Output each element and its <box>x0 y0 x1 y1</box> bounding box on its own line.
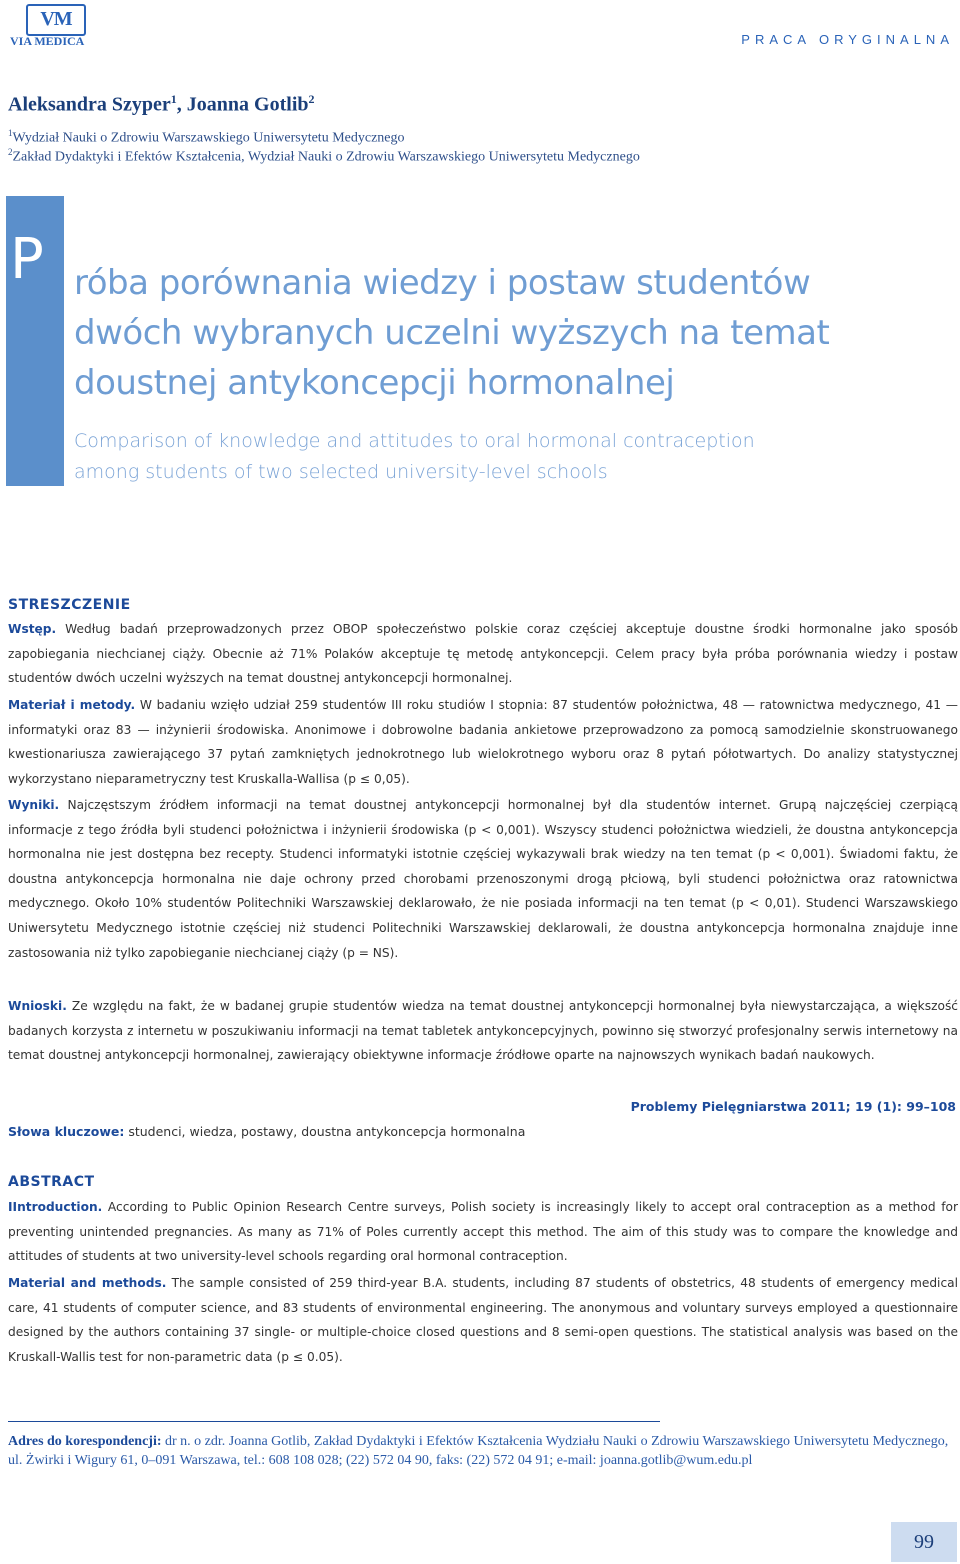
streszczenie-wstep <box>8 617 958 691</box>
keywords-text: studenci, wiedza, postawy, doustna antykoncepcja hormonalna <box>124 1124 526 1139</box>
streszczenie-wnioski <box>8 994 958 1068</box>
title-english-line: Comparison of knowledge and attitudes to oral hormonal contraception <box>74 430 755 452</box>
wyniki-label: Wyniki. <box>8 798 60 812</box>
title-english <box>74 426 954 488</box>
logo-mark: VM <box>26 4 86 36</box>
material-label: Materiał i metody. <box>8 698 136 712</box>
article-type-label: PRACA ORYGINALNA <box>741 32 954 47</box>
author-1: Aleksandra Szyper <box>8 93 171 116</box>
keywords-label: Słowa kluczowe: <box>8 1124 125 1139</box>
wstep-text: Według badań przeprowadzonych przez OBOP społeczeństwo polskie coraz częściej akceptuje doustne środki hormonalne jako sposób zapobiegania niechcianej ciąży. Obecnie aż 71% Polaków akceptuje tę metodę antykoncepcji. Celem pracy była próba porównania wiedzy i postaw studentów dwóch uczelni wyższych na temat doustnej antykoncepcji hormonalnej. <box>8 622 958 686</box>
wnioski-label: Wnioski. <box>8 999 67 1013</box>
wstep-label: Wstęp. <box>8 622 57 636</box>
affiliation-2 <box>8 147 640 166</box>
correspondence-label: Adres do korespondencji: <box>8 1434 162 1449</box>
title-polish-line: dwóch wybranych uczelni wyższych na temat <box>74 313 830 353</box>
authors <box>8 92 315 117</box>
title-polish-line: doustnej antykoncepcji hormonalnej <box>74 363 675 403</box>
author-2-sup: 2 <box>308 92 315 106</box>
author-separator: , <box>176 93 187 116</box>
keywords <box>8 1124 525 1139</box>
abstract-methods <box>8 1271 958 1369</box>
affiliation-2-text: Zakład Dydaktyki i Efektów Kształcenia, Wydział Nauki o Zdrowiu Warszawskiego Uniwersytetu Medycznego <box>12 149 640 165</box>
methods-label: Material and methods. <box>8 1276 167 1290</box>
affiliation-1 <box>8 128 405 147</box>
logo-text: VIA MEDICA <box>10 34 85 48</box>
material-text: W badaniu wzięło udział 259 studentów III roku studiów I stopnia: 87 studentów położnictwa, 48 — ratownictwa medycznego, 41 — informatyki oraz 83 — inżynierii środowiska. Anonimowe i dobrowolne badania ankietowe przeprowadzono za pomocą samodzielnie skonstruowanego kwestionariusza zawierającego 37 pytań zamkniętych jednokrotnego lub wielokrotnego wyboru oraz 8 pytań półotwartych. Do analizy statystycznej wykorzystano nieparametryczny test Kruskalla-Wallisa (p ≤ 0,05). <box>8 698 958 786</box>
journal-citation: Problemy Pielęgniarstwa 2011; 19 (1): 99–108 <box>630 1099 956 1114</box>
affiliation-1-text: Wydział Nauki o Zdrowiu Warszawskiego Uniwersytetu Medycznego <box>12 130 405 146</box>
drop-cap-bar <box>6 196 64 486</box>
streszczenie-wyniki <box>8 793 958 965</box>
wnioski-text: Ze względu na fakt, że w badanej grupie studentów wiedza na temat doustnej antykoncepcji hormonalnej była niewystarczająca, a większość badanych korzysta z internetu w poszukiwaniu informacji na temat tabletek antykoncepcyjnych, powinno się stworzyć profesjonalny serwis internetowy na temat doustnej antykoncepcji hormonalnej, zawierający obiektywne informacje źródłowe oparte na najnowszych wynikach badań naukowych. <box>8 999 958 1063</box>
author-1-sup: 1 <box>170 92 177 106</box>
abstract-introduction <box>8 1195 958 1269</box>
correspondence-text: dr n. o zdr. Joanna Gotlib, Zakład Dydaktyki i Efektów Kształcenia Wydziału Nauki o Zdrowiu Warszawskiego Uniwersytetu Medycznego, ul. Żwirki i Wigury 61, 0–091 Warszawa, tel.: 608 108 028; (22) 572 04 90, faks: (22) 572 04 91; e-mail: joanna.gotlib@wum.edu.pl <box>8 1434 949 1468</box>
title-polish <box>74 258 954 408</box>
streszczenie-material <box>8 693 958 791</box>
publisher-logo <box>8 4 118 48</box>
methods-text: The sample consisted of 259 third-year B.A. students, including 87 students of obstetrics, 48 students of emergency medical care, 41 students of computer science, and 83 students of environmental engineering. The anonymous and voluntary surveys employed a questionnaire designed by the authors containing 37 single- or multiple-choice closed questions and 8 semi-open questions. The statistical analysis was based on the Kruskall-Wallis test for non-parametric data (p ≤ 0.05). <box>8 1276 959 1364</box>
author-2: Joanna Gotlib <box>186 93 309 116</box>
introduction-text: According to Public Opinion Research Centre surveys, Polish society is increasingly likely to accept oral contraception as a method for preventing unintended pregnancies. As many as 71% of Poles currently accept this method. The aim of this study was to compare the knowledge and attitudes of students at two university-level schools regarding oral hormonal contraception. <box>8 1200 958 1264</box>
title-english-line: among students of two selected university-level schools <box>74 461 608 483</box>
affiliation-1-sup: 1 <box>8 128 13 138</box>
footnote-divider <box>8 1421 660 1422</box>
abstract-heading: ABSTRACT <box>8 1174 95 1190</box>
streszczenie-heading: STRESZCZENIE <box>8 597 131 613</box>
correspondence <box>8 1432 958 1470</box>
title-polish-line: róba porównania wiedzy i postaw studentów <box>74 263 811 303</box>
drop-cap-letter: P <box>10 227 44 292</box>
introduction-label: IIntroduction. <box>8 1200 103 1214</box>
page-number: 99 <box>891 1522 957 1562</box>
title-block <box>6 196 956 486</box>
wyniki-text: Najczęstszym źródłem informacji na temat doustnej antykoncepcji hormonalnej był dla studentów internet. Grupą najczęściej czerpiącą informacje z tego źródła byli studenci położnictwa i inżynierii środowiska (p < 0,001). Wszyscy studenci położnictwa wiedzieli, że doustna antykoncepcja hormonalna nie jest dostępna bez recepty. Studenci informatyki istotnie częściej wykazywali brak wiedzy na ten temat (p < 0,001). Świadomi faktu, że doustna antykoncepcja hormonalna nie daje ochrony przed chorobami przenoszonymi drogą płciową, byli studenci położnictwa oraz ratownictwa medycznego. Około 10% studentów Politechniki Warszawskiej deklarowało, że nie posiada informacji na ten temat (p < 0,01). Studenci Warszawskiego Uniwersytetu Medycznego istotnie częściej niż studenci Politechniki Warszawskiej deklarowali, że doustna antykoncepcja hormonalna znajduje inne zastosowania niż tylko zapobieganie niechcianej ciąży (p = NS). <box>8 798 958 960</box>
affiliation-2-sup: 2 <box>8 147 13 157</box>
